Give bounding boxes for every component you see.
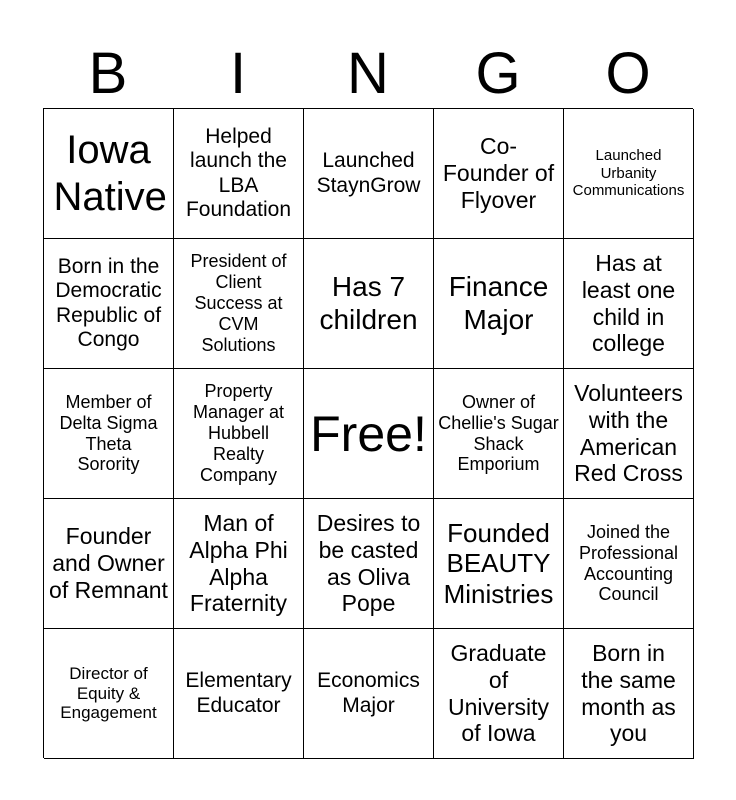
bingo-cell[interactable] <box>434 109 564 239</box>
header-letter-i: I <box>229 41 247 106</box>
bingo-cell[interactable] <box>44 239 174 369</box>
bingo-cell[interactable] <box>44 109 174 239</box>
cell-text: Co-Founder of Flyover <box>442 133 555 213</box>
free-space-text: Free! <box>310 405 427 462</box>
bingo-cell[interactable] <box>564 629 694 759</box>
cell-text: Member of Delta Sigma Theta Sorority <box>59 391 158 475</box>
bingo-cell[interactable] <box>44 499 174 629</box>
bingo-cell[interactable] <box>564 369 694 499</box>
bingo-cell[interactable] <box>304 499 434 629</box>
cell-text: Has 7 children <box>319 271 418 335</box>
cell-text: Volunteers with the American Red Cross <box>574 380 683 487</box>
cell-text: Founder and Owner of Remnant <box>49 523 168 603</box>
header-letter-n: N <box>347 41 389 106</box>
cell-text: Director of Equity & Engagement <box>60 663 157 723</box>
cell-text: Launched Urbanity Communications <box>572 147 685 200</box>
cell-text: Property Manager at Hubbell Realty Company <box>192 381 285 485</box>
bingo-cell[interactable] <box>174 499 304 629</box>
bingo-cell[interactable] <box>304 109 434 239</box>
header-letter-o: O <box>605 41 651 106</box>
cell-text: Born in the Democratic Republic of Congo <box>55 254 162 351</box>
cell-text: Man of Alpha Phi Alpha Fraternity <box>189 510 288 617</box>
bingo-header <box>43 40 693 108</box>
bingo-cell[interactable] <box>434 369 564 499</box>
bingo-card-grid <box>43 108 693 758</box>
header-letter-g: G <box>475 41 521 106</box>
bingo-cell[interactable] <box>174 369 304 499</box>
cell-text: Graduate of University of Iowa <box>448 640 549 747</box>
bingo-cell[interactable] <box>304 629 434 759</box>
bingo-cell[interactable] <box>304 239 434 369</box>
bingo-cell[interactable] <box>434 629 564 759</box>
cell-text: Helped launch the LBA Foundation <box>185 124 292 221</box>
cell-text: Desires to be casted as Oliva Pope <box>316 510 421 617</box>
bingo-cell[interactable] <box>44 369 174 499</box>
cell-text: Born in the same month as you <box>581 640 676 747</box>
cell-text: Founded BEAUTY Ministries <box>443 518 554 609</box>
bingo-cell[interactable] <box>44 629 174 759</box>
cell-text: Launched StaynGrow <box>316 149 421 197</box>
bingo-cell[interactable] <box>174 109 304 239</box>
bingo-cell[interactable] <box>434 499 564 629</box>
cell-text: Has at least one child in college <box>581 250 676 357</box>
cell-text: Owner of Chellie's Sugar Shack Emporium <box>438 391 559 475</box>
bingo-cell[interactable] <box>564 239 694 369</box>
cell-text: Iowa Native <box>53 128 167 219</box>
cell-text: Finance Major <box>448 271 549 335</box>
bingo-cell[interactable] <box>434 239 564 369</box>
cell-text: Joined the Professional Accounting Council <box>578 521 679 605</box>
cell-text: President of Client Success at CVM Solutions <box>190 251 287 355</box>
header-letter-b: B <box>88 41 128 106</box>
bingo-cell[interactable] <box>564 499 694 629</box>
bingo-cell[interactable] <box>174 239 304 369</box>
bingo-cell free-space[interactable] <box>304 369 434 499</box>
cell-text: Elementary Educator <box>185 669 292 717</box>
cell-text: Economics Major <box>317 669 420 717</box>
bingo-cell[interactable] <box>564 109 694 239</box>
bingo-cell[interactable] <box>174 629 304 759</box>
